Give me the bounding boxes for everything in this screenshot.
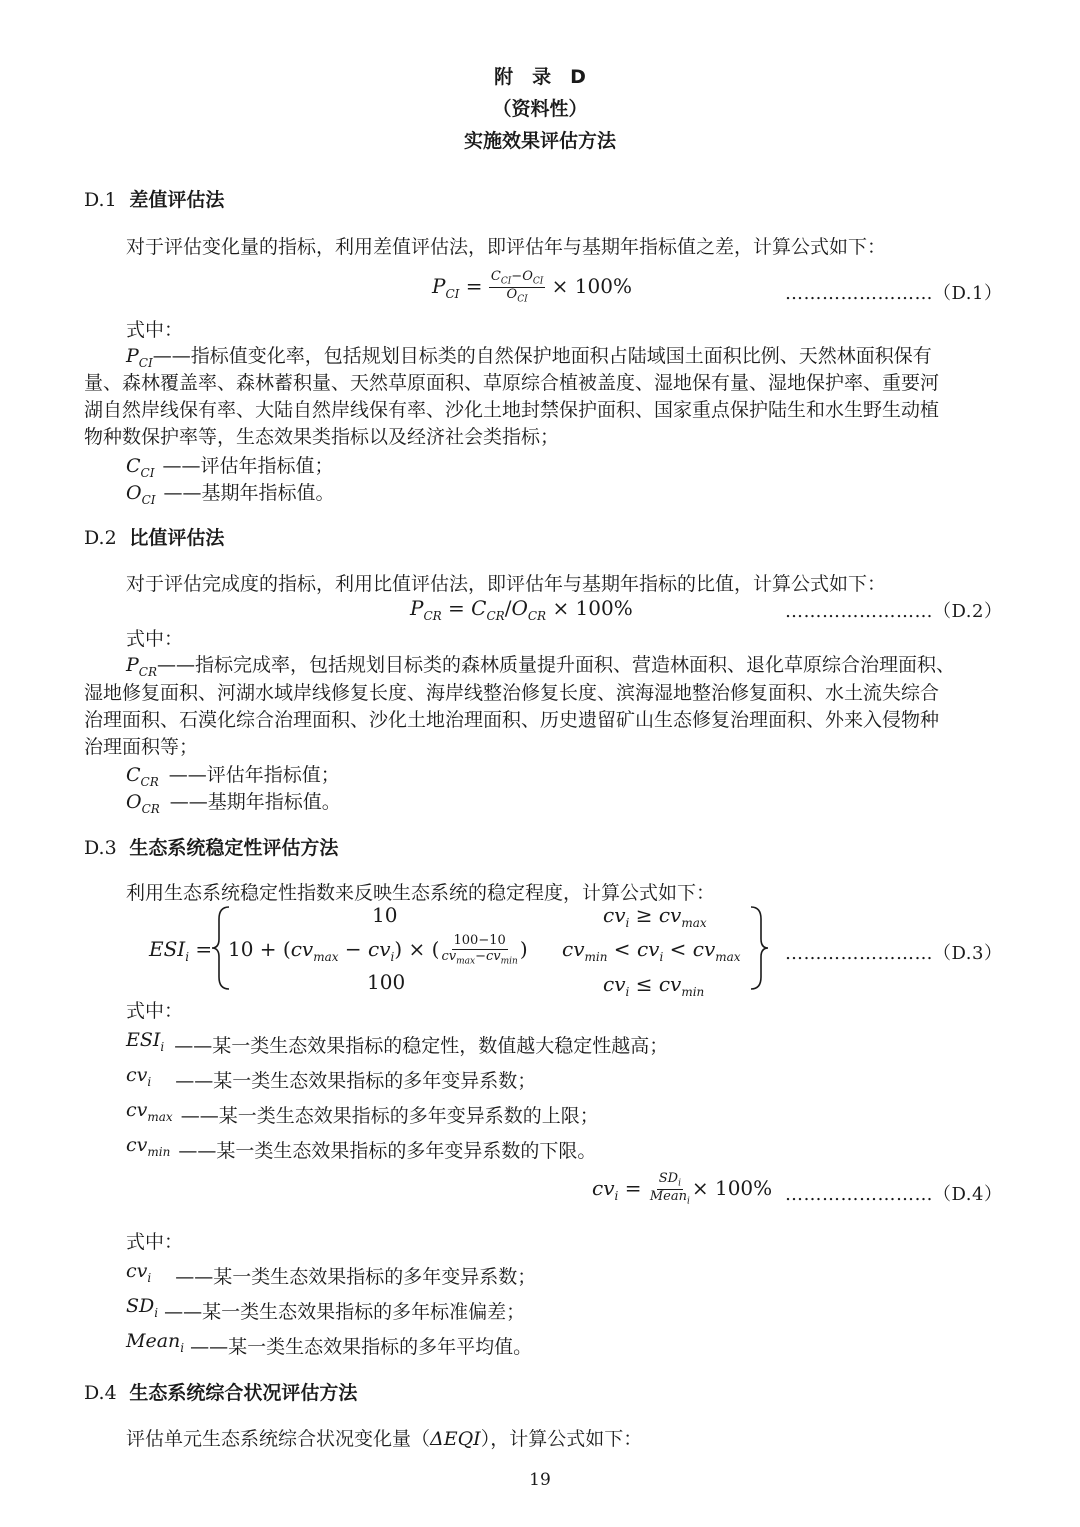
where-label: 式中：	[126, 319, 184, 341]
appendix-nature: （资料性）	[492, 98, 588, 120]
frac-den-op: −	[475, 948, 486, 964]
def-symbol: SD	[126, 1295, 155, 1317]
case3-condition	[603, 972, 704, 999]
cond-sym: cv	[562, 937, 585, 961]
section-number: D.2	[84, 527, 117, 549]
d2-intro: 对于评估完成度的指标，利用比值评估法，即评估年与基期年指标的比值，计算公式如下：	[126, 573, 887, 595]
def-symbol-sub: i	[180, 1340, 185, 1355]
d3-cvi-def	[126, 1060, 537, 1092]
case1-value: 10	[372, 903, 398, 927]
where-label: 式中：	[126, 628, 184, 650]
formula-d4: $cv_i$ = $\frac{SD_i}{Mean_i}$ × 100%	[592, 1171, 773, 1207]
frac-num: SD	[658, 1171, 679, 1186]
def-symbol: ESI	[126, 1029, 161, 1051]
formula-d3-lhs: $ESI_i$ =	[149, 937, 213, 964]
right-brace-icon	[748, 905, 770, 991]
d2-p-def-line3: 治理面积、石漠化综合治理面积、沙化土地治理面积、历史遗留矿山生态修复治理面积、外来入侵物种	[84, 709, 940, 731]
section-heading-d4	[84, 1378, 357, 1405]
def-symbol-sub: CR	[140, 774, 159, 789]
def-symbol-sub: CR	[138, 664, 158, 679]
case2-fraction	[439, 934, 519, 967]
d3-cvmax-def	[126, 1095, 599, 1127]
formula-tail: × 100%	[551, 273, 632, 298]
expr-part: 10 + (	[228, 936, 291, 961]
section-number: D.4	[84, 1382, 117, 1404]
section-title: 生态系统综合状况评估方法	[129, 1382, 358, 1404]
frac-den: O	[506, 286, 518, 302]
d1-o-def	[126, 478, 335, 507]
cond-rhs: cv	[658, 972, 682, 996]
cond-sub: min	[584, 950, 608, 964]
formula-slash: /	[504, 596, 512, 620]
intro-symbol: ΔEQI	[430, 1428, 481, 1450]
formula-symbol: P	[432, 273, 446, 298]
d4-cvi-def	[126, 1256, 537, 1288]
cond-sym: cv	[603, 903, 626, 927]
def-text: ——基期年指标值。	[169, 791, 341, 813]
section-heading-d1	[84, 185, 224, 212]
expr-part: ) × (	[394, 936, 440, 961]
frac-num-op: −	[511, 269, 523, 284]
case3-value: 100	[367, 970, 406, 994]
cond-sub: i	[659, 950, 664, 964]
formula-tail: × 100%	[552, 596, 633, 620]
d1-c-def	[126, 451, 333, 480]
frac-den-b: cv	[485, 948, 501, 964]
formula-subscript: CI	[445, 286, 460, 301]
cond-sym: cv	[636, 937, 660, 961]
cond-rhs: cv	[658, 903, 682, 927]
case2-condition	[562, 937, 741, 964]
def-symbol-sub: CR	[141, 801, 160, 816]
frac-den-sub: CI	[517, 294, 528, 305]
def-symbol: P	[126, 654, 139, 676]
appendix-label: 附 录 D	[494, 66, 586, 88]
frac-num: 100−10	[453, 933, 506, 948]
d2-p-def-line2: 湿地修复面积、河湖水域岸线修复长度、海岸线整治修复长度、滨海湿地整治修复面积、水土流失综合	[84, 682, 940, 704]
def-symbol-sub: i	[160, 1039, 165, 1054]
d3-esi-def	[126, 1025, 669, 1057]
frac-num-sub: i	[678, 1178, 681, 1189]
def-symbol-sub: max	[147, 1109, 173, 1124]
formula-c-sub: CR	[486, 609, 505, 623]
cond-sub: max	[715, 950, 741, 964]
intro-text: ），计算公式如下：	[480, 1428, 643, 1450]
equation-ref-d1: ……………………（D.1）	[785, 283, 1003, 304]
cond-sub: i	[625, 985, 630, 999]
d4-mean-def	[126, 1326, 533, 1358]
def-symbol-sub: CI	[138, 355, 153, 370]
def-text: ——某一类生态效果指标的多年标准偏差；	[164, 1301, 526, 1323]
frac-den-a: cv	[441, 948, 457, 964]
equation-ref-d3: ……………………（D.3）	[785, 943, 1003, 964]
formula-subscript: i	[185, 950, 190, 964]
formula-symbol: cv	[592, 1175, 615, 1200]
def-symbol: Mean	[126, 1330, 181, 1352]
def-text: ——某一类生态效果指标的多年平均值。	[190, 1336, 533, 1358]
def-text: ——某一类生态效果指标的稳定性，数值越大稳定性越高；	[174, 1035, 669, 1057]
where-label: 式中：	[126, 1231, 184, 1253]
def-symbol: cv	[126, 1099, 148, 1121]
frac-den-sub: i	[686, 1196, 690, 1207]
expr-sub: max	[313, 949, 339, 964]
d3-intro: 利用生态系统稳定性指数来反映生态系统的稳定程度，计算公式如下：	[126, 882, 716, 904]
cond-sub: i	[625, 916, 630, 930]
def-symbol-sub: i	[147, 1074, 152, 1089]
expr-part: )	[519, 936, 528, 961]
frac-num-a-sub: CI	[500, 276, 512, 287]
d1-p-def-line1	[126, 341, 932, 370]
section-heading-d2	[84, 523, 224, 550]
def-symbol: cv	[126, 1134, 148, 1156]
cond-sym: cv	[603, 972, 626, 996]
cond-op: ≤	[629, 972, 659, 996]
frac-num-b-sub: CI	[532, 276, 544, 287]
frac-den: Mean	[649, 1188, 687, 1204]
d2-o-def	[126, 787, 341, 816]
cond-sym: cv	[692, 937, 716, 961]
def-symbol: cv	[126, 1064, 148, 1086]
def-symbol: P	[126, 345, 139, 367]
d3-cvmin-def	[126, 1130, 597, 1162]
formula-d1: $P_{CI}$ = $\frac{C_{CI}-O_{CI}}{O_{CI}}$ × 100%	[432, 269, 632, 305]
formula-eq: =	[441, 596, 472, 620]
expr-sub: i	[390, 949, 395, 964]
def-symbol-sub: i	[147, 1270, 152, 1285]
d4-sd-def	[126, 1291, 526, 1323]
formula-tail: × 100%	[691, 1175, 773, 1200]
equation-ref-d2: ……………………（D.2）	[785, 601, 1003, 622]
case2-expression	[228, 934, 528, 967]
section-number: D.3	[84, 837, 117, 859]
frac-num-a: C	[490, 269, 501, 284]
def-symbol-sub: CI	[141, 492, 156, 507]
def-text: ——基期年指标值。	[163, 482, 335, 504]
frac-den-a-sub: max	[456, 956, 476, 967]
frac-num-b: O	[522, 269, 533, 284]
def-symbol: O	[126, 482, 142, 504]
section-heading-d3	[84, 833, 338, 860]
formula-fraction	[489, 270, 545, 305]
frac-den-b-sub: min	[500, 956, 518, 967]
def-text: ——某一类生态效果指标的多年变异系数；	[175, 1266, 537, 1288]
def-symbol-sub: i	[154, 1305, 159, 1320]
def-symbol: O	[126, 791, 142, 813]
formula-o-sub: CR	[527, 609, 547, 623]
section-title: 生态系统稳定性评估方法	[129, 837, 339, 859]
def-symbol: C	[126, 764, 141, 786]
appendix-title: 实施效果评估方法	[463, 130, 616, 152]
formula-symbol: ESI	[149, 937, 186, 961]
d1-intro: 对于评估变化量的指标，利用差值评估法，即评估年与基期年指标值之差，计算公式如下：	[126, 236, 887, 258]
intro-text: 评估单元生态系统综合状况变化量（	[126, 1428, 431, 1450]
section-title: 差值评估法	[129, 189, 225, 211]
cond-op: <	[607, 937, 637, 961]
def-text: ——评估年指标值；	[168, 764, 340, 786]
d1-p-def-line3: 湖自然岸线保有率、大陆自然岸线保有率、沙化土地封禁保护面积、国家重点保护陆生和水生野生动植	[84, 399, 940, 421]
d4-intro	[126, 1424, 642, 1451]
def-text: ——评估年指标值；	[162, 455, 334, 477]
d2-p-def-line4: 治理面积等；	[84, 736, 199, 758]
case1-condition	[603, 903, 707, 930]
def-text: ——某一类生态效果指标的多年变异系数；	[175, 1070, 537, 1092]
d1-p-def-line2: 量、森林覆盖率、森林蓄积量、天然草原面积、草原综合植被盖度、湿地保有量、湿地保护率、重要河	[84, 372, 940, 394]
formula-fraction	[648, 1172, 692, 1207]
def-text: ——指标完成率，包括规划目标类的森林质量提升面积、营造林面积、退化草原综合治理面积、	[157, 654, 956, 676]
def-symbol: C	[126, 455, 141, 477]
formula-subscript: CR	[423, 609, 442, 623]
expr-op: −	[338, 936, 369, 961]
cond-rhs-sub: max	[681, 916, 707, 930]
formula-d2	[410, 596, 633, 623]
d1-p-def-line4: 物种数保护率等，生态效果类指标以及经济社会类指标；	[84, 426, 560, 448]
formula-c: C	[471, 596, 487, 620]
where-label: 式中：	[126, 1000, 184, 1022]
formula-o: O	[511, 596, 528, 620]
expr-sym: cv	[368, 936, 391, 961]
d2-c-def	[126, 760, 340, 789]
page-number: 19	[529, 1470, 551, 1490]
section-number: D.1	[84, 189, 117, 211]
cond-op: <	[663, 937, 693, 961]
section-title: 比值评估法	[129, 527, 225, 549]
formula-subscript: i	[614, 1188, 619, 1203]
def-text: ——某一类生态效果指标的多年变异系数的上限；	[180, 1105, 599, 1127]
equation-ref-d4: ……………………（D.4）	[785, 1184, 1003, 1205]
def-text: ——指标值变化率，包括规划目标类的自然保护地面积占陆域国土面积比例、天然林面积保有	[152, 345, 932, 367]
def-symbol-sub: min	[147, 1144, 171, 1159]
formula-symbol: P	[410, 596, 424, 620]
cond-rhs-sub: min	[681, 985, 705, 999]
def-text: ——某一类生态效果指标的多年变异系数的下限。	[178, 1140, 597, 1162]
def-symbol: cv	[126, 1260, 148, 1282]
def-symbol-sub: CI	[140, 465, 155, 480]
expr-sym: cv	[290, 936, 314, 961]
cond-op: ≥	[629, 903, 659, 927]
d2-p-def-line1	[126, 650, 955, 679]
